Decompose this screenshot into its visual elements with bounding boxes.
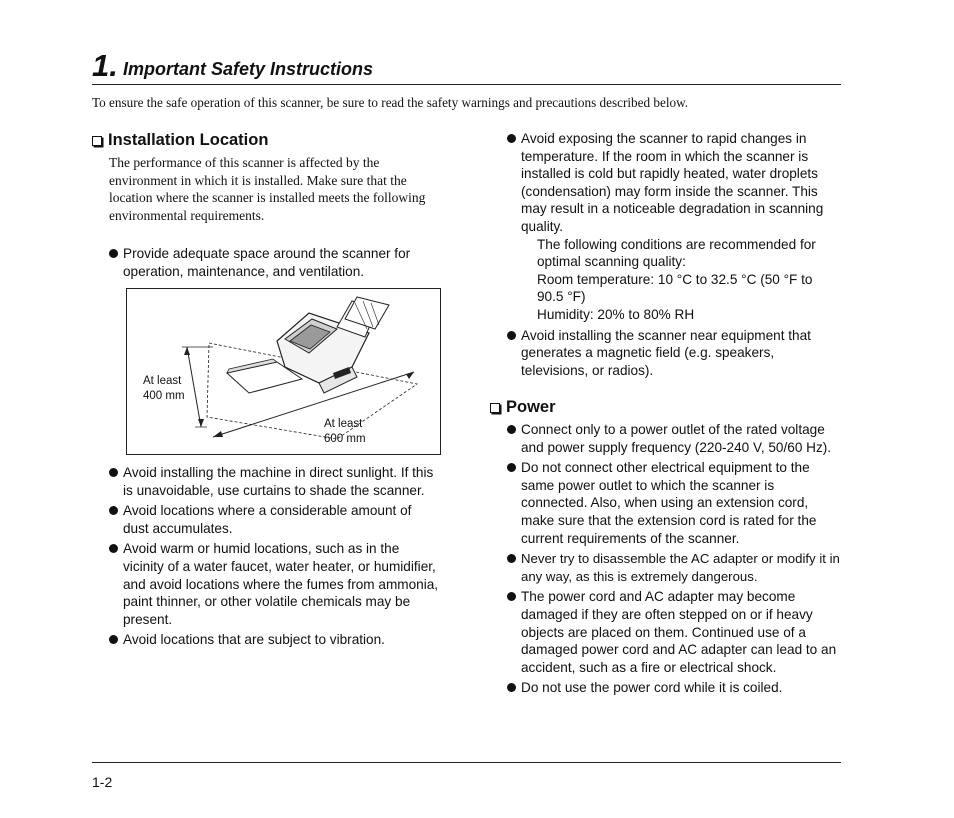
width-label [324,417,366,447]
environment-bullet-list [507,130,841,382]
installation-paragraph: The performance of this scanner is affected by the environment in which it is installed. Make sure that the location where the scanner is installed meets the following environmental requirements. [109,155,426,223]
list-item [109,540,439,628]
list-item [109,631,439,649]
power-section [490,397,841,417]
power-heading [490,397,841,417]
bullet-icon [507,459,521,547]
list-item [507,421,841,456]
depth-label-line1: At least [143,375,182,387]
list-item [507,130,841,236]
installation-bullet-list-1 [109,245,439,283]
chapter-header [92,50,841,85]
installation-heading-text: Installation Location [108,131,269,149]
bullet-icon [109,631,123,649]
list-item-text: Avoid exposing the scanner to rapid changes in temperature. If the room in which the scanner is installed is cold but rapidly heated, water droplets (condensation) may form inside the scanner. This may result in a noticeable degradation in scanning quality. [521,131,824,234]
chapter-number: 1. [92,48,118,83]
conditions-intro: The following conditions are recommended for optimal scanning quality: [537,236,816,270]
list-item [507,550,841,585]
depth-label-line2: 400 mm [143,390,185,402]
scanner-clearance-figure [126,288,441,455]
bullet-icon [507,421,521,456]
bullet-icon [109,245,123,280]
list-item-text: Avoid locations where a considerable amount of dust accumulates. [123,503,412,536]
installation-heading [92,130,442,150]
checkbox-square-icon [490,403,500,413]
list-item [507,327,841,380]
list-item-text: Provide adequate space around the scanner for operation, maintenance, and ventilation. [123,246,411,279]
power-heading-text: Power [506,398,556,416]
installation-section [92,130,442,224]
intro-text: To ensure the safe operation of this scanner, be sure to read the safety warnings and precautions described below. [92,95,689,110]
width-label-line1: At least [324,418,363,430]
list-item-text: Do not use the power cord while it is coiled. [521,680,783,696]
footer-divider [92,762,841,763]
list-item-text: Avoid installing the machine in direct sunlight. If this is unavoidable, use curtains to shade the scanner. [123,465,434,498]
bullet-icon [507,588,521,676]
bullet-icon [109,502,123,537]
depth-label [143,374,185,404]
checkbox-square-icon [92,136,102,146]
page-number: 1-2 [92,774,113,790]
list-item-text: Do not connect other electrical equipment to the same power outlet to which the scanner is connected. Also, when using an extension cord, make sure that the extension cord is rated for the current requirements of the scanner. [521,460,817,546]
room-temperature: Room temperature: 10 °C to 32.5 °C (50 °F to 90.5 °F) [537,271,813,305]
list-item [109,245,439,280]
bullet-icon [507,679,521,697]
width-label-line2: 600 mm [324,433,366,445]
bullet-icon [109,464,123,499]
scanner-illustration [127,289,440,454]
list-item-text: Avoid locations that are subject to vibration. [123,632,385,648]
list-item-text: Avoid warm or humid locations, such as in the vicinity of a water faucet, water heater, or humidifier, and avoid locations where the fumes from ammonia, paint thinner, or other volatile chemicals may be present. [123,541,439,627]
installation-bullet-list-2 [109,464,439,652]
bullet-icon [507,327,521,380]
list-item [507,679,841,697]
humidity: Humidity: 20% to 80% RH [537,306,695,322]
bullet-icon [507,130,521,236]
list-item [507,459,841,547]
list-item [109,464,439,499]
list-item [507,588,841,676]
list-item-text: Never try to disassemble the AC adapter or modify it in any way, as this is extremely dangerous. [521,551,840,584]
list-item-text: Connect only to a power outlet of the rated voltage and power supply frequency (220-240 V, 50/60 Hz). [521,422,832,455]
bullet-icon [507,550,521,585]
list-item-text: Avoid installing the scanner near equipment that generates a magnetic field (e.g. speakers, televisions, or radios). [521,327,811,378]
power-bullet-list [507,421,841,700]
bullet-icon [109,540,123,628]
list-item [109,502,439,537]
chapter-title: Important Safety Instructions [123,59,374,79]
list-item-text: The power cord and AC adapter may become damaged if they are often stepped on or if heavy objects are placed on them. Continued use of a damaged power cord and AC adapter can lead to an accident, such as a fire or electrical shock. [521,589,837,675]
